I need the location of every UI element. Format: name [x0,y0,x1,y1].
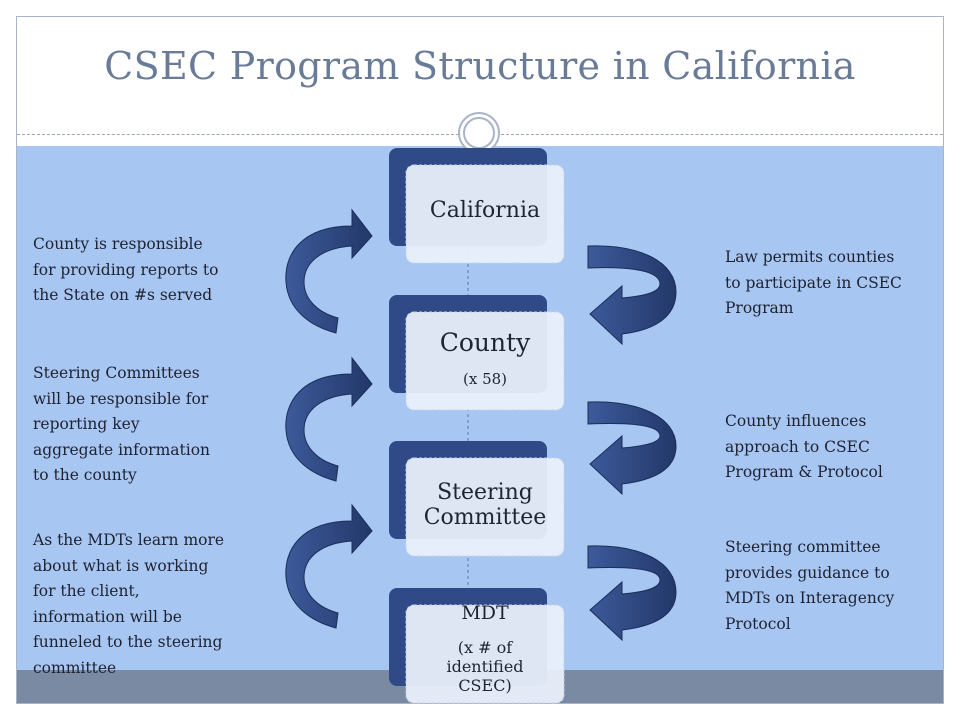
level-label-mdt: MDT [461,602,509,624]
level-label-steering-committee: Steering Committee [423,480,547,530]
up-arrow-2 [286,358,372,481]
left-note-mdt: As the MDTs learn more about what is working for the client, information will be funneled to the steering committee [33,531,225,677]
level-label-county: County [439,328,531,357]
right-note-law: Law permits counties to participate in CSEC Program [725,248,902,317]
up-arrow-3 [286,505,372,628]
level-box-county [406,312,564,410]
level-sublabel-county: (x 58) [462,370,508,388]
down-arrow-3 [588,546,676,640]
right-note-county: County influences approach to CSEC Program & Protocol [725,412,883,481]
down-arrow-2 [588,402,676,494]
right-note-guidance: Steering committee provides guidance to MDTs on Interagency Protocol [725,538,895,633]
left-note-steering: Steering Committees will be responsible for reporting key aggregate information to the county [33,364,211,484]
down-arrow-1 [588,246,676,344]
level-sublabel-mdt: (x # of identified CSEC) [446,638,524,695]
left-note-reports: County is responsible for providing reports to the State on #s served [33,235,219,304]
level-label-california: California [429,198,541,223]
up-arrow-1 [286,210,372,333]
slide-title: CSEC Program Structure in California [104,44,856,88]
